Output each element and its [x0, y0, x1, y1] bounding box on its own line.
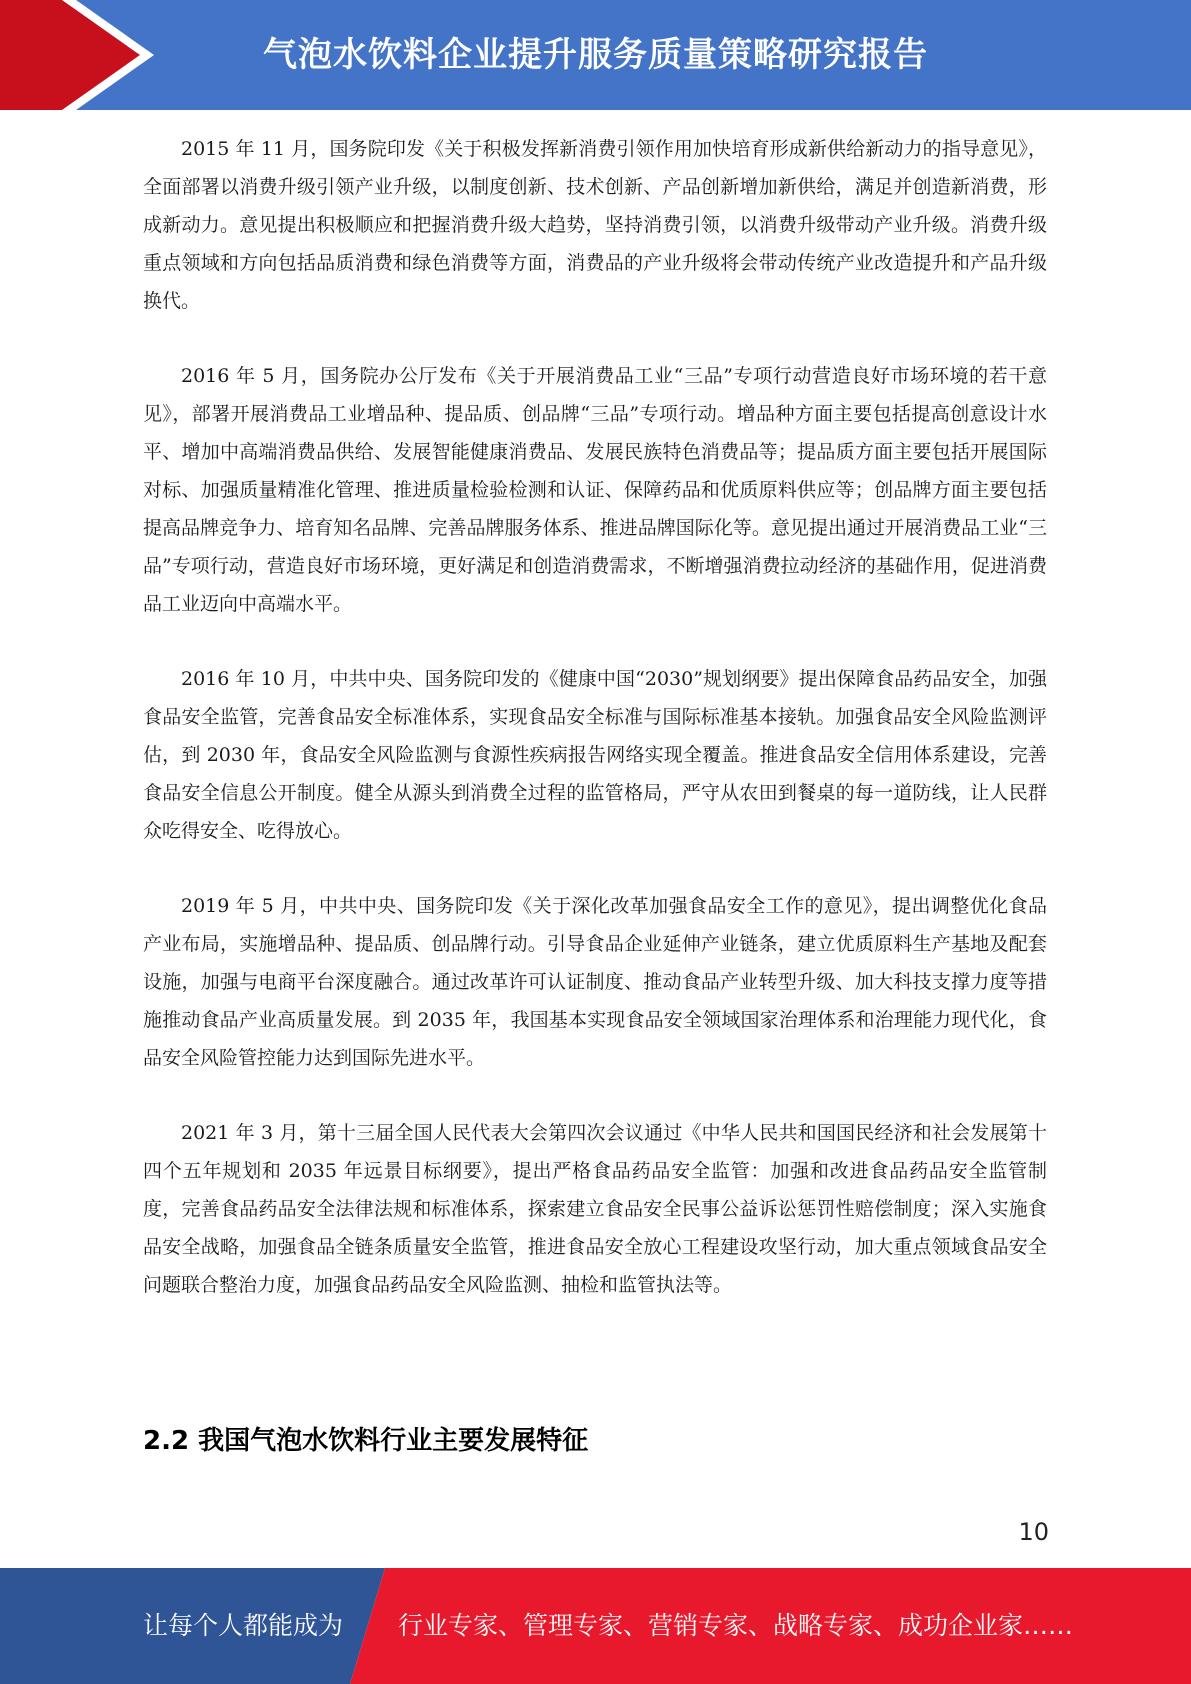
- section-heading: 2.2 我国气泡水饮料行业主要发展特征: [143, 1426, 589, 1456]
- footer-slogan-left: 让每个人都能成为: [143, 1611, 344, 1640]
- paragraph-2016-oct: 2016 年 10 月，中共中央、国务院印发的《健康中国“2030”规划纲要》提出保障食品药品安全，加强食品安全监管，完善食品安全标准体系，实现食品安全标准与国际标准基本接轨。加强食品安全风险监测评估，到 2030 年，食品安全风险监测与食源性疾病报告网络实现全覆盖。推进食品安全信用体系建设，完善食品安全信息公开制度。健全从源头到消费全过程的监管格局，严守从农田到餐桌的每一道防线，让人民群众吃得安全、吃得放心。: [143, 668, 1047, 842]
- paragraph-2015: 2015 年 11 月，国务院印发《关于积极发挥新消费引领作用加快培育形成新供给新动力的指导意见》，全面部署以消费升级引领产业升级，以制度创新、技术创新、产品创新增加新供给，满足并创造新消费，形成新动力。意见提出积极顺应和把握消费升级大趋势，坚持消费引领，以消费升级带动产业升级。消费升级重点领域和方向包括品质消费和绿色消费等方面，消费品的产业升级将会带动传统产业改造提升和产品升级换代。: [143, 138, 1047, 312]
- paragraph-2019: 2019 年 5 月，中共中央、国务院印发《关于深化改革加强食品安全工作的意见》，提出调整优化食品产业布局，实施增品种、提品质、创品牌行动。引导食品企业延伸产业链条，建立优质原料生产基地及配套设施，加强与电商平台深度融合。通过改革许可认证制度、推动食品产业转型升级、加大科技支撑力度等措施推动食品产业高质量发展。到 2035 年，我国基本实现食品安全领域国家治理体系和治理能力现代化，食品安全风险管控能力达到国际先进水平。: [143, 895, 1047, 1069]
- paragraph-2016-may: 2016 年 5 月，国务院办公厅发布《关于开展消费品工业“三品”专项行动营造良好市场环境的若干意见》，部署开展消费品工业增品种、提品质、创品牌“三品”专项行动。增品种方面主要包括提高创意设计水平、增加中高端消费品供给、发展智能健康消费品、发展民族特色消费品等；提品质方面主要包括开展国际对标、加强质量精准化管理、推进质量检验检测和认证、保障药品和优质原料供应等；创品牌方面主要包括提高品牌竞争力、培育知名品牌、完善品牌服务体系、推进品牌国际化等。意见提出通过开展消费品工业“三品”专项行动，营造良好市场环境，更好满足和创造消费需求，不断增强消费拉动经济的基础作用，促进消费品工业迈向中高端水平。: [143, 365, 1047, 615]
- page-footer-banner: [0, 1568, 1191, 1684]
- footer-slogan-right: 行业专家、管理专家、营销专家、战略专家、成功企业家……: [398, 1611, 1074, 1640]
- report-title: 气泡水饮料企业提升服务质量策略研究报告: [263, 35, 928, 75]
- page-header-banner: [0, 0, 1191, 110]
- red-chevron-decoration: [0, 0, 160, 110]
- page-number: 10: [1018, 1518, 1049, 1546]
- body-content: [143, 130, 1047, 1341]
- paragraph-2021: 2021 年 3 月，第十三届全国人民代表大会第四次会议通过《中华人民共和国国民经济和社会发展第十四个五年规划和 2035 年远景目标纲要》，提出严格食品药品安全监管：加强和改进食品药品安全监管制度，完善食品药品安全法律法规和标准体系，探索建立食品安全民事公益诉讼惩罚性赔偿制度；深入实施食品安全战略，加强食品全链条质量安全监管，推进食品安全放心工程建设攻坚行动，加大重点领域食品安全问题联合整治力度，加强食品药品安全风险监测、抽检和监管执法等。: [143, 1122, 1047, 1296]
